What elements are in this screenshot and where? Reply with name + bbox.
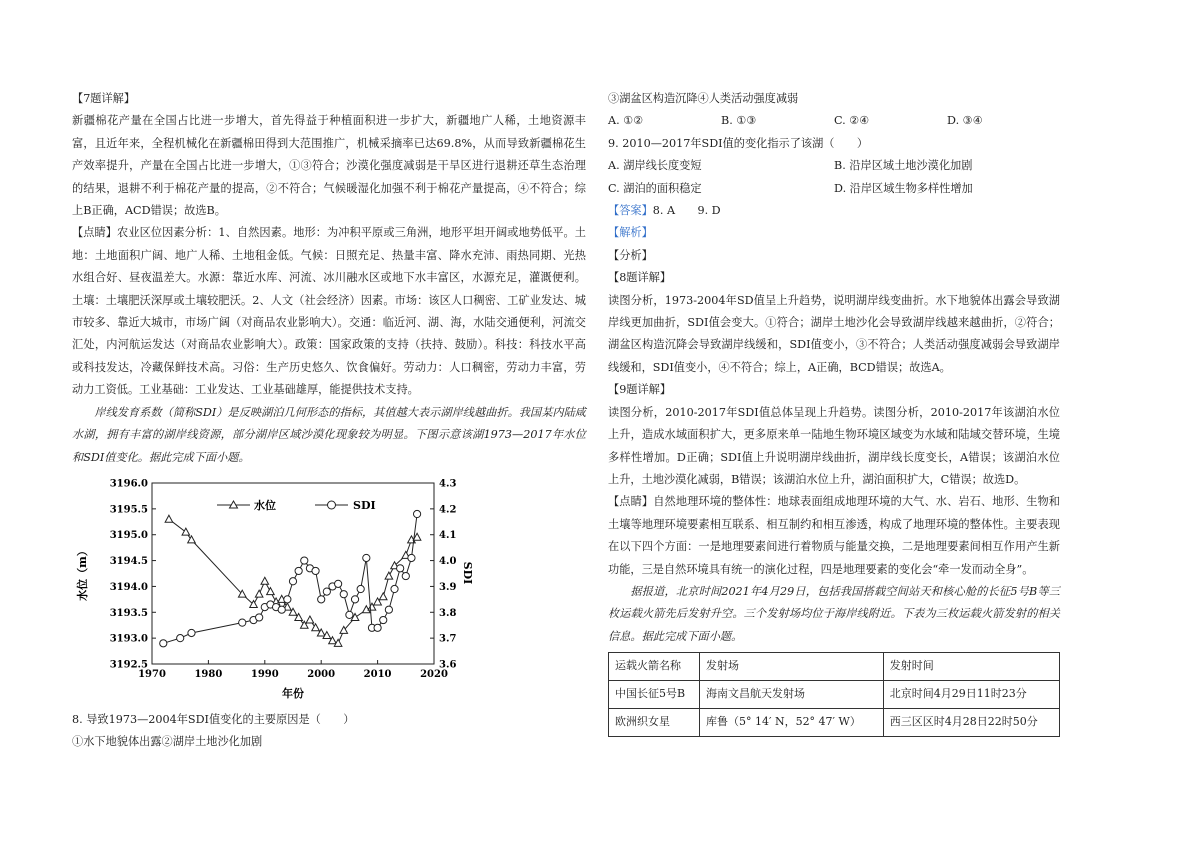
x-tick-label: 1970 xyxy=(138,668,166,680)
y-tick-label: 3195.5 xyxy=(109,504,148,516)
y-tick-label: 3194.5 xyxy=(109,555,148,567)
sdi-point xyxy=(278,606,285,613)
question-9-choices-row1 xyxy=(608,155,1060,177)
table-row xyxy=(609,709,1060,737)
q8-choice-b: B. ①③ xyxy=(721,114,757,128)
sdi-point xyxy=(301,557,308,564)
y-tick-label: 3193.0 xyxy=(109,633,148,645)
water-level-point xyxy=(267,588,275,595)
table-header-cell: 运载火箭名称 xyxy=(609,653,700,681)
y-tick-label: 3193.5 xyxy=(109,607,148,619)
question-8: 8. 导致1973—2004年SDI值变化的主要原因是（ ） xyxy=(72,712,355,726)
q9-detail-heading: 【9题详解】 xyxy=(608,383,672,397)
q8-detail-heading: 【8题详解】 xyxy=(608,271,672,285)
answer-text: 8. A 9. D xyxy=(652,204,721,218)
q9-choice-c: C. 湖泊的面积稳定 xyxy=(608,181,702,195)
water-level-point xyxy=(379,593,387,600)
sdi-point xyxy=(346,611,353,618)
sdi-point xyxy=(408,554,415,561)
rocket-table xyxy=(608,652,1060,737)
table-cell: 欧洲织女星 xyxy=(609,709,700,737)
sdi-point xyxy=(256,614,263,621)
tip-paragraph: 【点睛】农业区位因素分析：1、自然因素。地形：为冲积平原或三角洲，地形平坦开阔或地势低平。土地：土地面积广阔、地广人稀、土地租金低。气候：日照充足、热量丰富、降水充沛、雨热同期、光热水组合好、昼夜温差大。水源：靠近水库、河流、冰川融水区或地下水丰富区，水源充足，灌溉便利。土壤：土壤肥沃深厚或土壤较肥沃。2、人文（社会经济）因素。市场：该区人口稠密、工矿业发达、城市较多、靠近大城市，市场广阔（对商品农业影响大）。交通：临近河、湖、海，水陆交通便利，河流交汇处，内河航运发达（对商品农业影响大）。政策：国家政策的支持（扶持、鼓励）。科技：科技水平高或科技发达，冷藏保鲜技术高。习俗：生产历史悠久、饮食偏好。劳动力：人口稠密，劳动力丰富，劳动力工资低。工业基础：工业发达、工业基础雄厚，能提供技术支持。 xyxy=(72,226,586,397)
q7-detail-text: 新疆棉花产量在全国占比进一步增大，首先得益于种植面积进一步扩大，新疆地广人稀，土地资源丰富，且近年来，全程机械化在新疆棉田得到大范围推广，机械采摘率已达69.8%，从而导致新疆棉花生产效率提升，产量在全国占比进一步增大，①③符合；沙漠化强度减弱是干旱区进行退耕还草生态治理的结果，退耕不利于棉花产量的提高，②不符合；气候暖湿化加强不利于棉花产量提高，④不符合；综上B正确，ACD错误；故选B。 xyxy=(72,114,586,218)
sdi-point xyxy=(380,616,387,623)
sdi-point xyxy=(357,585,364,592)
sdi-point xyxy=(340,590,347,597)
chart-svg xyxy=(72,473,472,703)
water-level-point xyxy=(306,616,314,623)
legend-water-label: 水位 xyxy=(254,498,276,512)
y-tick-label: 3195.0 xyxy=(109,530,148,542)
x-tick-label: 1990 xyxy=(250,668,279,680)
question-9-choices-row2 xyxy=(608,178,1060,200)
rocket-intro-paragraph: 据报道，北京时间2021年4月29日，包括我国搭载空间站天和核心舱的长征5号B等三枚运载火箭先后发射升空。三个发射场均位于海岸线附近。下表为三枚运载火箭发射的相关信息。据此完成下面小题。 xyxy=(608,584,1060,643)
water-level-point xyxy=(261,577,269,584)
sdi-point xyxy=(391,585,398,592)
sdi-intro-paragraph: 岸线发育系数（简称SDI）是反映湖泊几何形态的指标，其值越大表示湖岸线越曲折。我国某内陆咸水湖，拥有丰富的湖岸线资源，部分湖岸区域沙漠化现象较为明显。下图示意该湖1973—2017年水位和SDI值变化。据此完成下面小题。 xyxy=(72,405,586,464)
sdi-point xyxy=(284,596,291,603)
y-tick-label: 3192.5 xyxy=(109,659,148,671)
right-column xyxy=(608,88,1060,737)
y2-tick-label: 4.3 xyxy=(439,478,457,490)
table-cell: 北京时间4月29日11时23分 xyxy=(883,681,1059,709)
sdi-point xyxy=(177,634,184,641)
sdi-point xyxy=(188,629,195,636)
y2-tick-label: 3.6 xyxy=(439,659,457,671)
sdi-point xyxy=(413,510,420,517)
fenxi-heading: 【分析】 xyxy=(608,248,653,262)
answer-line xyxy=(608,200,1060,222)
x-tick-label: 2010 xyxy=(363,668,392,680)
table-header-row xyxy=(609,653,1060,681)
y-tick-label: 3194.0 xyxy=(109,581,148,593)
sdi-point xyxy=(351,596,358,603)
y2-tick-label: 4.0 xyxy=(439,555,457,567)
y2-tick-label: 3.7 xyxy=(439,633,457,645)
q8-choice-d: D. ③④ xyxy=(947,114,983,128)
table-header-cell: 发射时间 xyxy=(883,653,1059,681)
answer-tag: 【答案】 xyxy=(608,204,653,218)
question-9: 9. 2010—2017年SDI值的变化指示了该湖（ ） xyxy=(608,136,869,150)
water-level-point xyxy=(385,572,393,579)
q9-choice-a: A. 湖岸线长度变短 xyxy=(608,159,702,173)
q9-choice-b: B. 沿岸区域土地沙漠化加剧 xyxy=(834,159,973,173)
table-cell: 库鲁（5° 14′ N，52° 47′ W） xyxy=(699,709,883,737)
question-8-options-2: ③湖盆区构造沉降④人类活动强度减弱 xyxy=(608,92,799,105)
q7-detail-heading: 【7题详解】 xyxy=(72,92,136,105)
q8-choice-c: C. ②④ xyxy=(834,114,870,128)
sdi-point xyxy=(374,624,381,631)
legend-sdi-label: SDI xyxy=(353,498,376,512)
table-cell: 海南文昌航天发射场 xyxy=(699,681,883,709)
x-tick-label: 2000 xyxy=(307,668,336,680)
x-axis-label: 年份 xyxy=(282,686,304,700)
y2-tick-label: 3.8 xyxy=(439,607,457,619)
q8-detail-text: 读图分析，1973-2004年SD值呈上升趋势，说明湖岸线变曲折。水下地貌体出露会导致湖岸线更加曲折，SDI值会变大。①符合；湖岸土地沙化会导致湖岸线越来越曲折，②符合；湖盆区构造沉降会导致湖岸线缓和，SDI值变小，③不符合；人类活动强度减弱会导致湖岸线缓和，SDI值变小，④不符合；综上，A正确，BCD错误；故选A。 xyxy=(608,293,1060,374)
question-8-choices xyxy=(608,110,1060,132)
table-row xyxy=(609,681,1060,709)
table-cell: 中国长征5号B xyxy=(609,681,700,709)
sdi-point xyxy=(397,565,404,572)
sdi-point xyxy=(385,606,392,613)
sdi-point xyxy=(335,580,342,587)
legend-sdi-marker xyxy=(328,501,336,509)
water-level-sdi-chart xyxy=(72,473,472,703)
sdi-point xyxy=(318,596,325,603)
sdi-point xyxy=(289,578,296,585)
table-header-cell: 发射场 xyxy=(699,653,883,681)
tip-paragraph-2: 【点睛】自然地理环境的整体性：地球表面组成地理环境的大气、水、岩石、地形、生物和土壤等地理环境要素相互联系、相互制约和相互渗透，构成了地理环境的整体性。主要表现在以下四个方面：一是地理要素间进行着物质与能量交换，二是地理要素间相互作用产生新功能，三是自然环境具有统一的演化过程，四是地理要素的变化会“牵一发而动全身”。 xyxy=(608,495,1060,576)
left-column xyxy=(72,88,586,754)
q8-choice-a: A. ①② xyxy=(608,114,644,128)
water-level-point xyxy=(255,590,263,597)
plot-frame xyxy=(152,483,434,664)
y-axis-label: 水位（m） xyxy=(76,545,89,601)
sdi-point xyxy=(312,567,319,574)
sdi-point xyxy=(239,619,246,626)
water-level-point xyxy=(182,528,190,535)
sdi-point xyxy=(295,567,302,574)
water-level-point xyxy=(165,515,173,522)
q9-choice-d: D. 沿岸区域生物多样性增加 xyxy=(834,181,973,195)
sdi-point xyxy=(160,640,167,647)
y2-tick-label: 3.9 xyxy=(439,581,457,593)
y2-tick-label: 4.1 xyxy=(439,530,457,542)
y-tick-label: 3196.0 xyxy=(109,478,148,490)
sdi-point xyxy=(402,572,409,579)
question-8-options-1: ①水下地貌体出露②湖岸土地沙化加剧 xyxy=(72,735,263,749)
y2-tick-label: 4.2 xyxy=(439,504,457,516)
q9-detail-text: 读图分析，2010-2017年SDI值总体呈现上升趋势。读图分析，2010-2017年该湖泊水位上升，造成水域面积扩大，更多原来单一陆地生物环境区域变为水域和陆域交替环境，生境多样性增加。D正确；SDI值上升说明湖岸线曲折，湖岸线长度变长，A错误；该湖泊水位上升，土地沙漠化减弱，B错误；该湖泊水位上升，湖泊面积扩大，C错误；故选D。 xyxy=(608,405,1060,486)
table-cell: 西三区区时4月28日22时50分 xyxy=(883,709,1059,737)
y2-axis-label: SDI xyxy=(461,561,474,585)
x-tick-label: 1980 xyxy=(194,668,223,680)
x-tick-label: 2020 xyxy=(420,668,448,680)
analysis-tag: 【解析】 xyxy=(608,226,653,240)
sdi-point xyxy=(363,554,370,561)
